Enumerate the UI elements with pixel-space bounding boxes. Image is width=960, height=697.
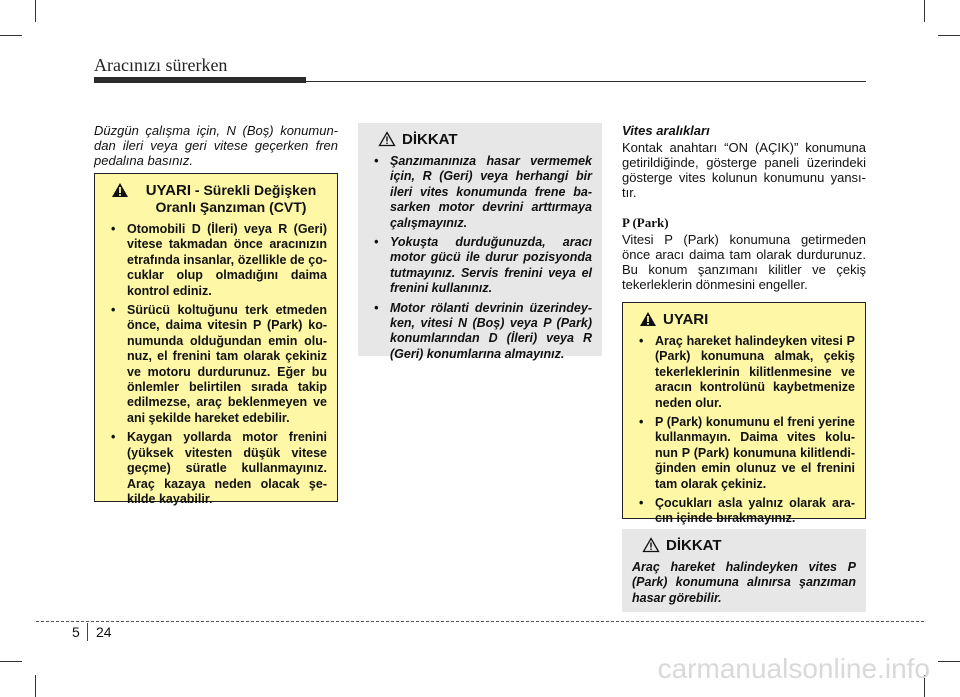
crop-mark bbox=[938, 661, 960, 662]
warning-list bbox=[105, 222, 327, 507]
list-item: • Kaygan yollarda motor frenini (yüksek vitesten düşük vitese geçme) süratle kullanmayınız. Araç kazaya neden olacak şe-kilde kayabilir. bbox=[105, 430, 327, 507]
chapter-number: 5 bbox=[72, 624, 80, 640]
page-number: 24 bbox=[96, 624, 112, 640]
header-bar bbox=[94, 77, 306, 83]
paragraph: Kontak anahtarı “ON (AÇIK)” konumuna getirildiğinde, gösterge paneli üzerindeki gösterge vites kolunun konumunu yansı-tır. bbox=[622, 140, 866, 200]
list-item: • P (Park) konumunu el freni yerine kullanmayın. Daima vites kolu-nun P (Park) konumuna kilitlendi-ğinden emin olunuz ve el frenini tam olarak çekiniz. bbox=[633, 415, 855, 492]
caution-box-2 bbox=[622, 529, 866, 612]
crop-mark bbox=[938, 35, 960, 36]
list-item: • Yokuşta durduğunuzda, aracı motor gücü ile durur pozisyonda tutmayınız. Servis frenini veya el frenini kullanınız. bbox=[368, 235, 592, 297]
crop-mark bbox=[924, 0, 925, 22]
section-title: Aracınızı sürerken bbox=[94, 55, 228, 75]
list-item: • Araç hareket halindeyken vitesi P (Park) konumuna almak, çekiş tekerleklerinin kilitlenmesine ve aracın kontrolünü kaybetmenize neden olur. bbox=[633, 334, 855, 411]
page-divider bbox=[87, 623, 88, 641]
caution-label: DİKKAT bbox=[402, 131, 458, 148]
subsection-title: Vites aralıkları bbox=[622, 123, 710, 138]
footer-rule bbox=[36, 621, 924, 622]
park-heading: P (Park) bbox=[622, 215, 669, 230]
crop-mark bbox=[0, 661, 22, 662]
intro-paragraph: Düzgün çalışma için, N (Boş) konumun-dan ileri veya geri vitese geçerken fren pedalına basınız. bbox=[94, 123, 338, 168]
warning-label: UYARI bbox=[145, 182, 191, 199]
warning-box-cvt bbox=[94, 173, 338, 506]
watermark: carmanualsonline.info bbox=[657, 653, 930, 684]
caution-label: DİKKAT bbox=[666, 537, 722, 554]
paragraph: Vitesi P (Park) konumuna getirmeden önce aracı daima tam olarak durdurunuz. Bu konum şanzımanı kilitler ve çekiş tekerleklerin dönmesini engeller. bbox=[622, 232, 866, 292]
warning-subtitle: - Sürekli Değişken Oranlı Şanzıman (CVT) bbox=[155, 182, 317, 215]
list-item: • Motor rölanti devrinin üzerindey-ken, vitesi N (Boş) veya P (Park) konumlarından D (İleri) veya R (Geri) konumlarına almayınız. bbox=[368, 301, 592, 363]
warning-triangle-icon bbox=[111, 182, 129, 198]
crop-mark bbox=[35, 0, 36, 22]
list-item: • Otomobili D (İleri) veya R (Geri) vitese takmadan önce aracınızın etrafında insanlar, özellikle de ço-cuklar olup olmadığını daima kontrol ediniz. bbox=[105, 222, 327, 299]
warning-box-park bbox=[622, 302, 866, 526]
list-item: • Çocukları asla yalnız olarak ara-cın içinde bırakmayınız. bbox=[633, 496, 855, 527]
caution-text: Araç hareket halindeyken vites P (Park) konumuna alınırsa şanzıman hasar görebilir. bbox=[632, 560, 856, 605]
warning-list bbox=[633, 334, 855, 527]
caution-triangle-icon bbox=[642, 537, 660, 553]
list-item: • Sürücü koltuğunu terk etmeden önce, daima vitesin P (Park) ko-numunda olduğundan emin olu-nuz, el frenini tam olarak çekiniz ve motoru durdurunuz. Eğer bu önlemler belirtilen sırada takip edilmezse, araç beklenmeyen ve ani şekilde hareket edebilir. bbox=[105, 303, 327, 426]
warning-label: UYARI bbox=[663, 311, 709, 328]
caution-triangle-icon bbox=[378, 131, 396, 147]
caution-list bbox=[368, 154, 592, 362]
header-rule bbox=[306, 81, 866, 82]
crop-mark bbox=[0, 35, 22, 36]
crop-mark bbox=[35, 675, 36, 697]
caution-box-1 bbox=[358, 123, 602, 361]
list-item: • Şanzımanınıza hasar vermemek için, R (Geri) veya herhangi bir ileri vites konumunda frene ba-sarken motor devrini arttırmaya çalışmayınız. bbox=[368, 154, 592, 231]
warning-triangle-icon bbox=[639, 311, 657, 327]
